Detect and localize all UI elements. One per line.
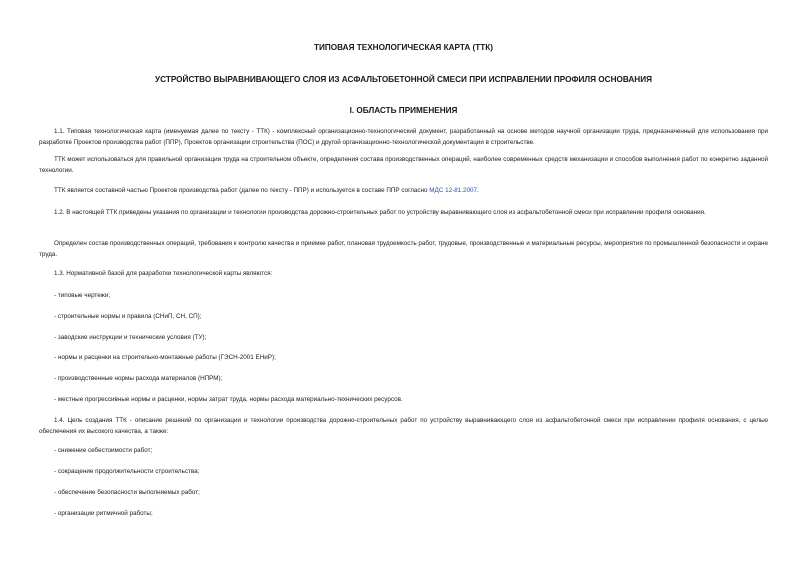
list-item: - сокращение продолжительности строительства; bbox=[54, 468, 200, 475]
mds-link[interactable]: МДС 12-81.2007 bbox=[429, 187, 477, 194]
paragraph-ttk-usage: ТТК может использоваться для правильной организации труда на строительном объекте, определения состава производственных операций, наиболее современных средств механизации и способов выполнения работ по конкретно заданной технологии. bbox=[39, 156, 768, 174]
paragraph-ttk-ppr bbox=[39, 186, 768, 197]
list-item: - обеспечение безопасности выполняемых работ; bbox=[54, 489, 200, 496]
list-item: - местные прогрессивные нормы и расценки, нормы затрат труда, нормы расхода материально-технических ресурсов. bbox=[54, 396, 403, 403]
paragraph-ttk-ppr-end: . bbox=[476, 187, 479, 194]
paragraph-1-3: 1.3. Нормативной базой для разработки технологической карты являются: bbox=[54, 270, 273, 277]
list-item: - строительные нормы и правила (СНиП, СН, СП); bbox=[54, 313, 202, 320]
list-item: - заводские инструкции и технические условия (ТУ); bbox=[54, 334, 207, 341]
document-title: ТИПОВАЯ ТЕХНОЛОГИЧЕСКАЯ КАРТА (ТТК) bbox=[314, 43, 493, 52]
paragraph-ttk-ppr-text: ТТК является составной частью Проектов производства работ (далее по тексту - ППР) и используется в составе ППР согласно bbox=[54, 187, 430, 194]
list-item: - снижение себестоимости работ; bbox=[54, 447, 153, 454]
list-item: - производственные нормы расхода материалов (НПРМ); bbox=[54, 375, 223, 382]
paragraph-1-1: 1.1. Типовая технологическая карта (именуемая далее по тексту - ТТК) - комплексный организационно-технологический документ, разработанный на основе методов научной организации труда, предназначенный для использования при разработке Проектов производства работ (ППР), Проектов организации строительства (ПОС) и другой организационно-технологической документации в строительстве. bbox=[39, 128, 768, 146]
document-subtitle: УСТРОЙСТВО ВЫРАВНИВАЮЩЕГО СЛОЯ ИЗ АСФАЛЬТОБЕТОННОЙ СМЕСИ ПРИ ИСПРАВЛЕНИИ ПРОФИЛЯ ОСНОВАНИЯ bbox=[155, 75, 652, 84]
list-item: - организации ритмичной работы; bbox=[54, 510, 153, 517]
paragraph-1-2: 1.2. В настоящей ТТК приведены указания по организации и технологии производства дорожно-строительных работ по устройству выравнивающего слоя из асфальтобетонной смеси при исправлении профиля основания. bbox=[54, 209, 706, 216]
paragraph-operations: Определен состав производственных операций, требования к контролю качества и приемке работ, плановая трудоемкость работ, трудовые, производственные и материальные ресурсы, мероприятия по промышленной безопасности и охране труда. bbox=[39, 240, 768, 258]
paragraph-1-4: 1.4. Цель создания ТТК - описание решений по организации и технологии производства дорожно-строительных работ по устройству выравнивающего слоя из асфальтобетонной смеси при исправлении профиля основания, с целью обеспечения их высокого качества, а также: bbox=[39, 417, 768, 435]
list-item: - типовые чертежи; bbox=[54, 292, 111, 299]
section-heading: I. ОБЛАСТЬ ПРИМЕНЕНИЯ bbox=[349, 106, 458, 115]
list-item: - нормы и расценки на строительно-монтажные работы (ГЭСН-2001 ЕНиР); bbox=[54, 354, 276, 361]
